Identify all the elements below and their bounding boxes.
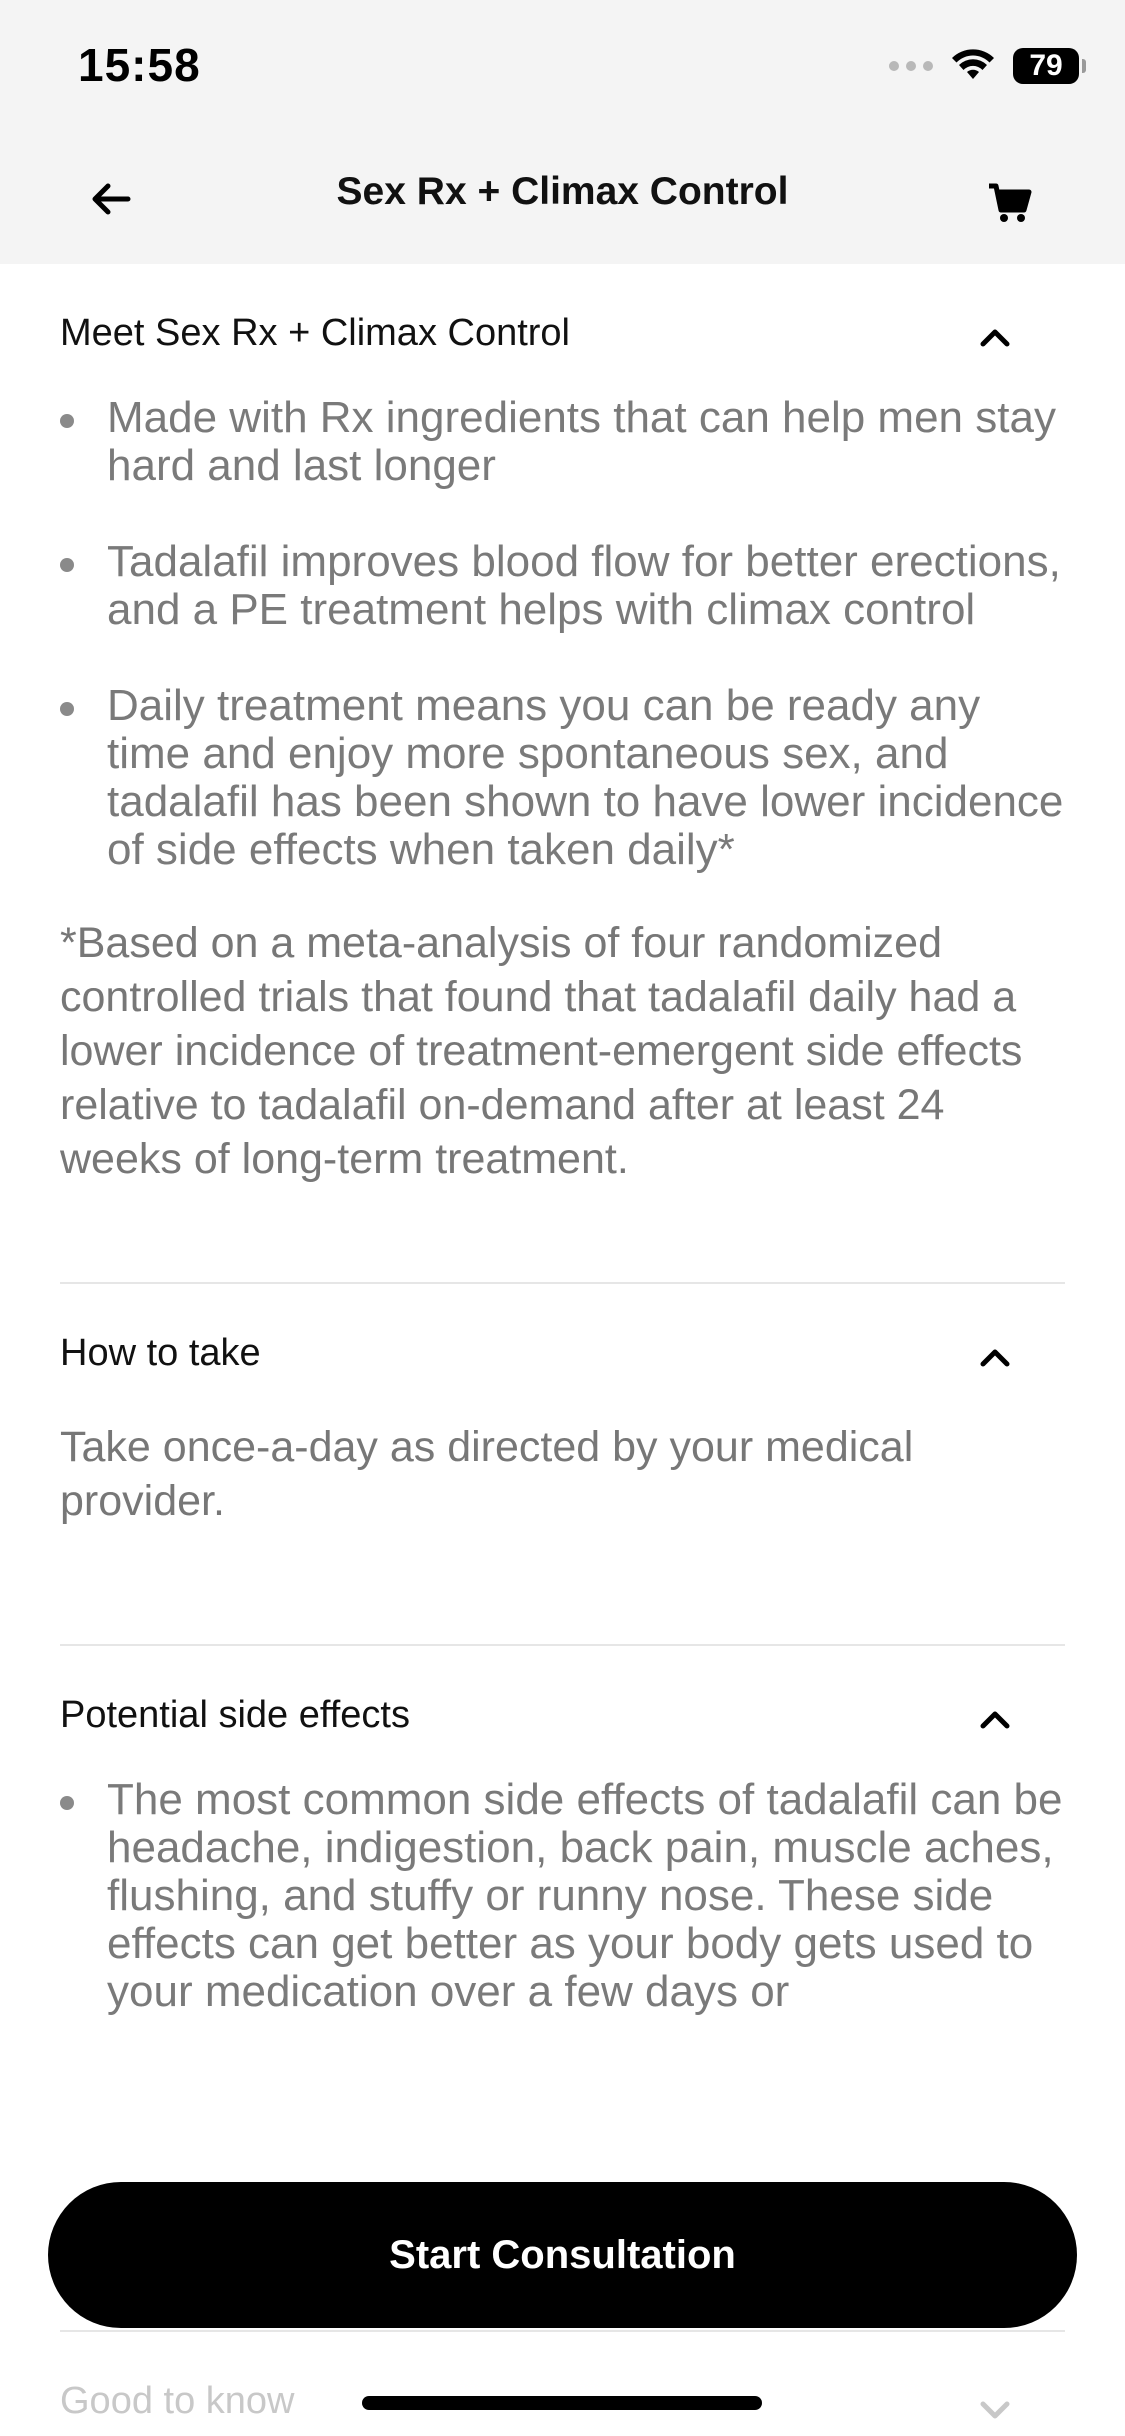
divider	[60, 2330, 1065, 2332]
section-good-to-know[interactable]	[60, 2330, 1065, 2436]
list-item: Made with Rx ingredients that can help men stay hard and last longer	[60, 394, 1065, 490]
section-title: How to take	[60, 1332, 261, 1374]
section-title: Good to know	[60, 2380, 295, 2422]
top-bar	[0, 0, 1125, 264]
home-indicator[interactable]	[362, 2396, 762, 2410]
status-time: 15:58	[78, 39, 201, 91]
signal-dots-icon	[889, 61, 933, 71]
list-item: The most common side effects of tadalafil can be headache, indigestion, back pain, muscle aches, flushing, and stuffy or runny nose. These side effects can get better as your body gets used to your medication over a few days or	[60, 1776, 1065, 2016]
status-indicators	[889, 48, 1079, 84]
cart-icon[interactable]	[985, 178, 1033, 226]
section-meet-product-header[interactable]	[60, 264, 1065, 406]
chevron-up-icon[interactable]	[977, 1340, 1013, 1376]
wifi-icon	[951, 49, 995, 83]
how-to-take-text: Take once-a-day as directed by your medical provider.	[60, 1423, 914, 1525]
bullet-list	[60, 394, 1065, 874]
footnote: *Based on a meta-analysis of four randomized controlled trials that found that tadalafil daily had a lower incidence of treatment-emergent side effects relative to tadalafil on-demand after at least 24 weeks of long-term treatment.	[60, 919, 1023, 1183]
chevron-up-icon[interactable]	[977, 320, 1013, 356]
section-side-effects-header[interactable]	[60, 1646, 1065, 1776]
chevron-down-icon[interactable]	[977, 2392, 1013, 2428]
list-item: Tadalafil improves blood flow for better erections, and a PE treatment helps with climax control	[60, 538, 1065, 634]
list-item: Daily treatment means you can be ready any time and enjoy more spontaneous sex, and tadalafil has been shown to have lower incidence of side effects when taken daily*	[60, 682, 1065, 874]
section-how-to-take	[60, 1284, 1065, 1646]
bullet-list	[60, 1776, 1065, 2016]
chevron-up-icon[interactable]	[977, 1702, 1013, 1738]
section-side-effects	[60, 1646, 1065, 2016]
section-meet-product	[60, 264, 1065, 1284]
content-scroll[interactable]	[60, 264, 1065, 2064]
start-consultation-button[interactable]: Start Consultation	[48, 2182, 1077, 2328]
battery-icon: 79	[1013, 48, 1079, 84]
page-title: Sex Rx + Climax Control	[336, 170, 789, 213]
section-title: Potential side effects	[60, 1694, 410, 1736]
section-how-to-take-header[interactable]	[60, 1284, 1065, 1420]
section-title: Meet Sex Rx + Climax Control	[60, 312, 570, 354]
